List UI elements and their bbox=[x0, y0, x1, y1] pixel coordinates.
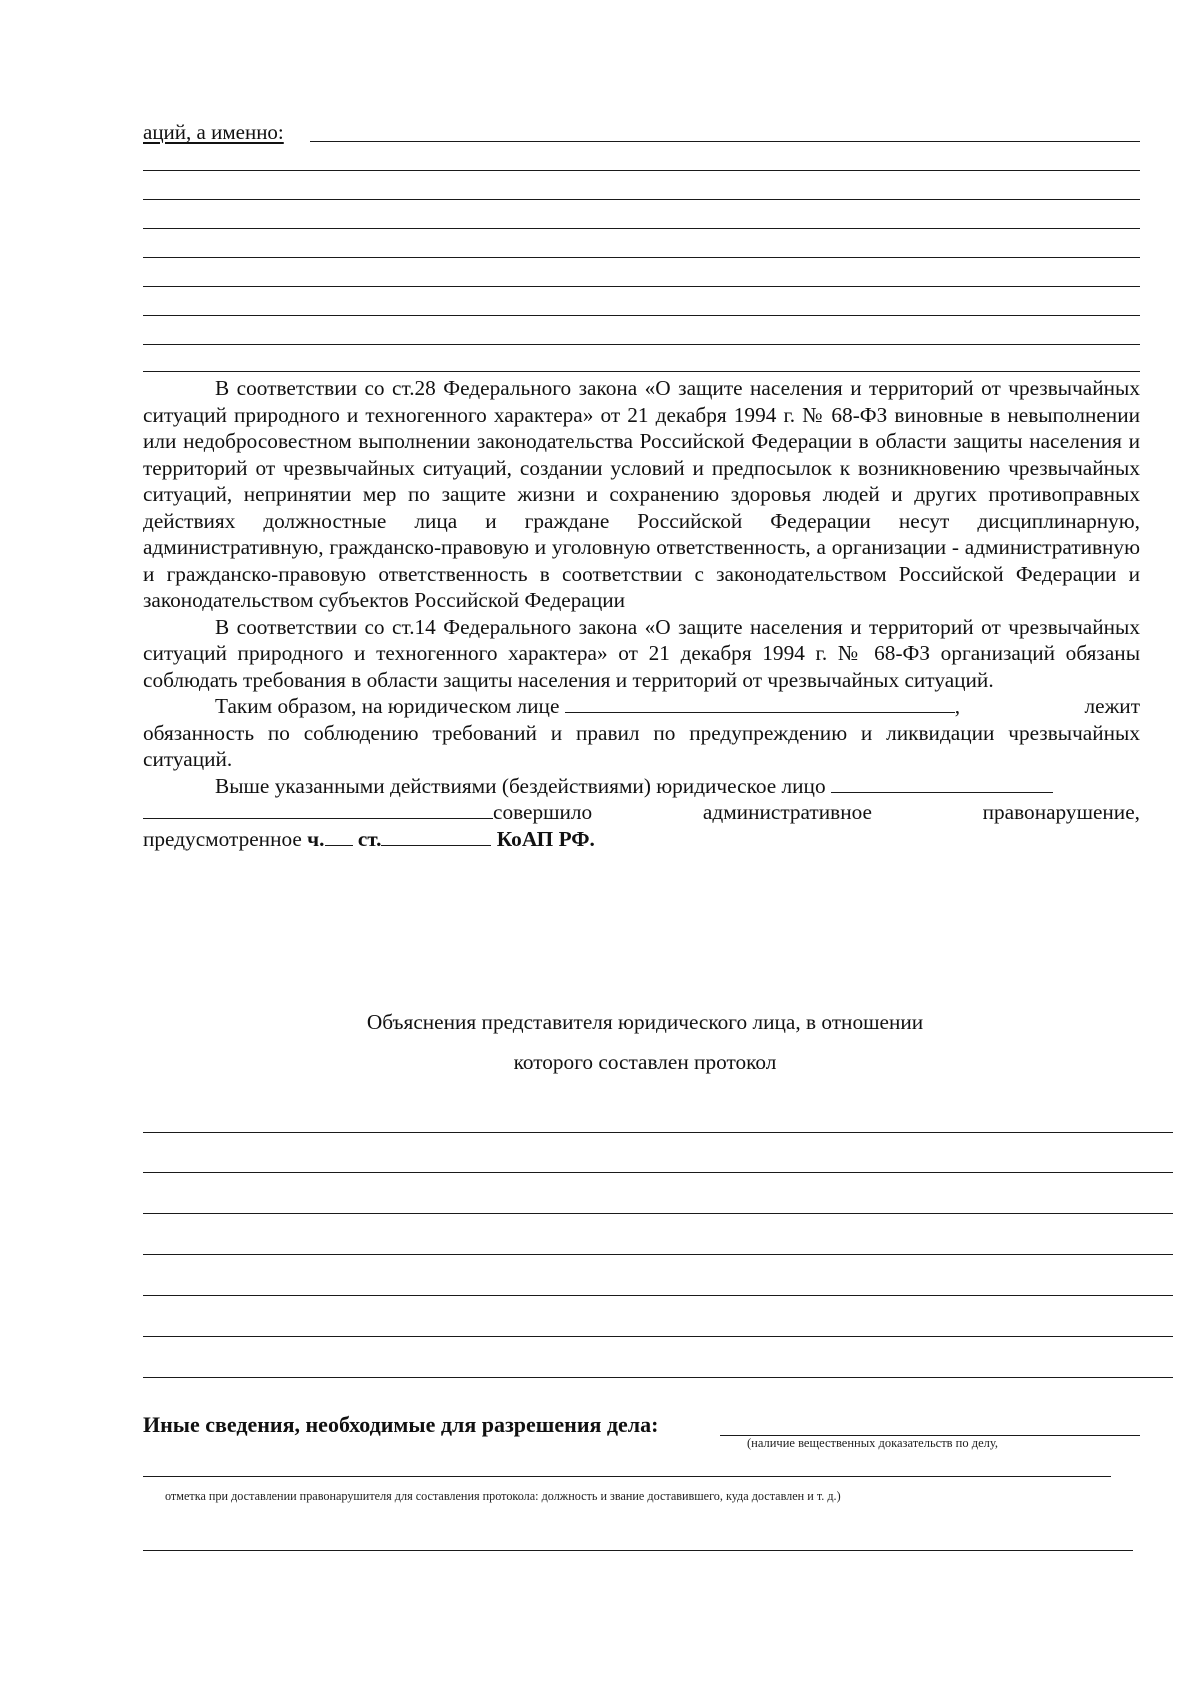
article-field[interactable] bbox=[381, 827, 491, 846]
article-label: ст. bbox=[357, 826, 382, 851]
explanation-line-4[interactable] bbox=[143, 1254, 1173, 1255]
legal-entity-field-b[interactable] bbox=[143, 800, 493, 819]
thus-prefix: Таким образом, на юридическом лице bbox=[215, 694, 560, 718]
violations-line-4[interactable] bbox=[143, 257, 1140, 258]
explanation-line-5[interactable] bbox=[143, 1295, 1173, 1296]
hint-evidence: (наличие вещественных доказательств по делу, bbox=[747, 1436, 999, 1450]
word-committed: совершило bbox=[493, 800, 593, 824]
other-info-line-2[interactable] bbox=[143, 1476, 1111, 1477]
other-info-line-3[interactable] bbox=[143, 1550, 1133, 1551]
paragraph-art14: В соответствии со ст.14 Федерального закона «О защите населения и территорий от чрезвычайных ситуаций природного и техногенного характера» от 21 декабря 1994 г. № 68-ФЗ организаций обязаны соблюдать требования в области защиты населения и территорий от чрезвычайных ситуаций. bbox=[143, 614, 1140, 692]
koap-label: КоАП РФ. bbox=[496, 826, 595, 851]
violations-line-1[interactable] bbox=[143, 170, 1140, 171]
violations-intro-text: аций, а именно: bbox=[143, 120, 284, 144]
explanation-line-2[interactable] bbox=[143, 1172, 1173, 1173]
word-offense: правонарушение, bbox=[982, 800, 1140, 824]
explanation-line-3[interactable] bbox=[143, 1213, 1173, 1214]
explanation-line-1[interactable] bbox=[143, 1132, 1173, 1133]
other-info-label bbox=[143, 1412, 658, 1438]
actions-prefix: Выше указанными действиями (бездействиями) юридическое лицо bbox=[215, 773, 826, 798]
legal-entity-field-a[interactable] bbox=[831, 774, 1053, 793]
word-provided: предусмотренное bbox=[143, 826, 302, 851]
explanations-title-2: которого составлен протокол bbox=[513, 1050, 777, 1074]
violations-line-7[interactable] bbox=[143, 344, 1140, 345]
violations-line-3[interactable] bbox=[143, 228, 1140, 229]
legal-entity-name-field[interactable] bbox=[565, 694, 955, 713]
part-field[interactable] bbox=[325, 827, 353, 846]
violations-line-0[interactable] bbox=[310, 141, 1140, 142]
part-label: ч. bbox=[307, 826, 325, 851]
other-info-colon: : bbox=[651, 1412, 659, 1437]
paragraph-art28: В соответствии со ст.28 Федерального закона «О защите населения и территорий от чрезвычайных ситуаций природного и техногенного характера» от 21 декабря 1994 г. № 68-ФЗ виновные в невыполнении или недобросовестном выполнении законодательства Российской Федерации в области защиты населения и территорий от чрезвычайных ситуаций, создании условий и предпосылок к возникновению чрезвычайных ситуаций, непринятии мер по защите жизни и сохранению здоровья людей и других противоправных действиях должностные лица и граждане Российской Федерации несут дисциплинарную, административную, гражданско-правовую и уголовную ответственность, а организации - административную и гражданско-правовую ответственность в соответствии с законодательством Российской Федерации и законодательством субъектов Российской Федерации bbox=[143, 376, 1140, 612]
actions-line bbox=[143, 773, 1140, 800]
word-administrative: административное bbox=[702, 800, 872, 824]
other-info-label-text: Иные сведения, необходимые для разрешения дела bbox=[143, 1412, 652, 1437]
violations-line-5[interactable] bbox=[143, 286, 1140, 287]
thus-comma: , bbox=[954, 694, 961, 718]
violations-line-8[interactable] bbox=[143, 371, 1140, 372]
thus-lies: лежит bbox=[1084, 694, 1140, 718]
thus-rest: обязанность по соблюдению требований и правил по предупреждению и ликвидации чрезвычайных ситуаций. bbox=[143, 720, 1140, 771]
actions-line-3 bbox=[143, 826, 1140, 853]
violations-line-2[interactable] bbox=[143, 199, 1140, 200]
violations-line-6[interactable] bbox=[143, 315, 1140, 316]
hint-delivery: отметка при доставлении правонарушителя для составления протокола: должность и звание доставившего, куда доставлен и т. д.) bbox=[165, 1489, 841, 1503]
explanations-title-1: Объяснения представителя юридического лица, в отношении bbox=[366, 1010, 924, 1034]
thus-line bbox=[143, 693, 1140, 720]
violations-intro bbox=[143, 120, 284, 145]
explanation-line-6[interactable] bbox=[143, 1336, 1173, 1337]
legal-text bbox=[143, 375, 1140, 852]
actions-line-2 bbox=[143, 799, 1140, 826]
explanation-line-7[interactable] bbox=[143, 1377, 1173, 1378]
